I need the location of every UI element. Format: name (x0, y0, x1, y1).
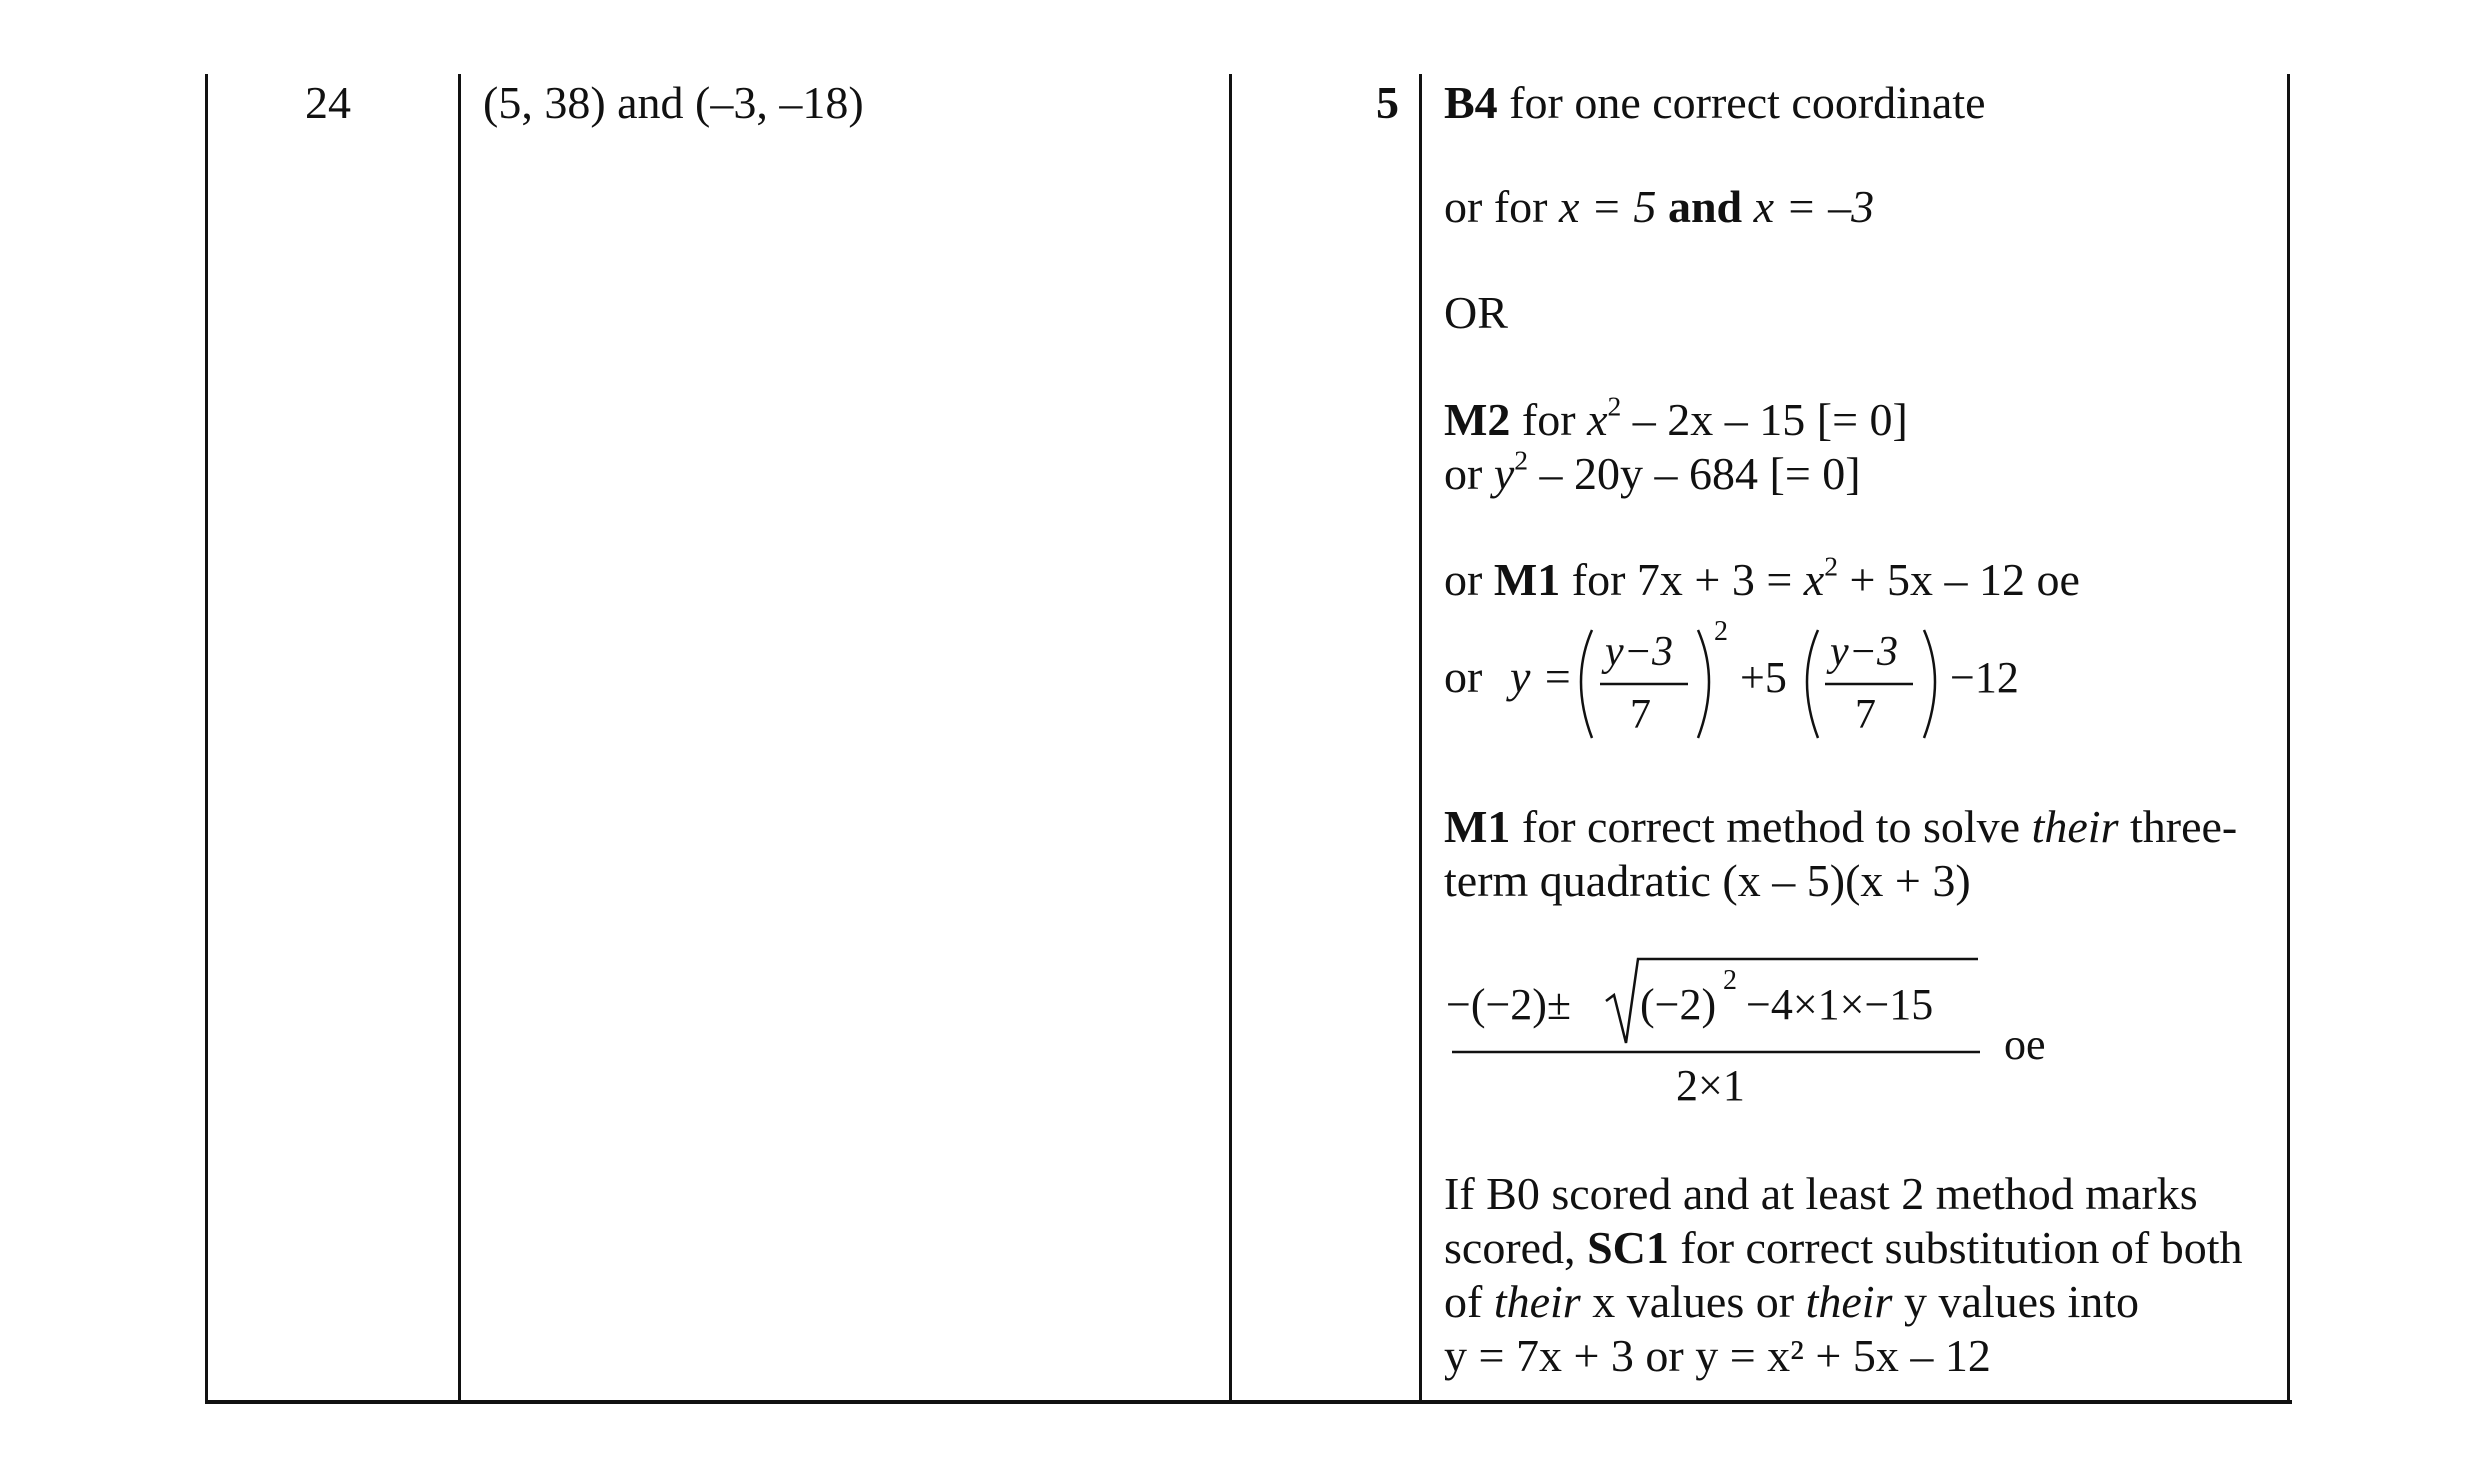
guidance-m1-method-line2: term quadratic (x – 5)(x + 3) (1444, 855, 1971, 906)
guidance-sc-line4: y = 7x + 3 or y = x² + 5x – 12 (1444, 1330, 1991, 1381)
guidance-m1-equation-line: or M1 for $7x + 3 = x^2 + 5x - 12$ oe (1444, 550, 2080, 605)
mark-code-sc1: SC1 (1587, 1222, 1669, 1273)
quadratic-formula (1440, 955, 2080, 1115)
svg-text:−4×1×−15: −4×1×−15 (1746, 980, 1934, 1029)
column-divider-mark (1419, 74, 1422, 1404)
svg-text:y =: y = (1510, 651, 1573, 702)
question-number: 24 (305, 77, 351, 128)
svg-text:2×1: 2×1 (1676, 1061, 1745, 1110)
answer-cell: (5, 38) and (–3, –18) (483, 77, 864, 128)
substitution-formula (1440, 610, 2060, 750)
guidance-sc-line1: If B0 scored and at least 2 method marks (1444, 1168, 2198, 1219)
guidance-b4-line: B4 for one correct coordinate (1444, 77, 1986, 128)
guidance-m1-method-line1: M1 for correct method to solve their three- (1444, 801, 2238, 852)
guidance-sc-line3: of their x values or their y values into (1444, 1276, 2140, 1327)
mark-code-m1: M1 (1493, 554, 1561, 605)
guidance-m2-line2: or $y^2 - 20y - 684$ [= 0] (1444, 444, 1861, 499)
mark-code-m2: M2 (1444, 394, 1511, 445)
column-divider-answer (1229, 74, 1232, 1404)
svg-text:−12: −12 (1950, 653, 2019, 702)
svg-text:y−3: y−3 (1605, 629, 1673, 675)
guidance-x-values-line: or for x = 5 and x = –3 (1444, 181, 1875, 232)
mark-code-m1-method: M1 (1444, 801, 1511, 852)
mark-code-b4: B4 (1444, 77, 1498, 128)
svg-text:−(−2)±: −(−2)± (1446, 980, 1572, 1029)
svg-text:or: or (1444, 651, 1483, 702)
svg-text:oe: oe (2004, 1020, 2046, 1069)
column-divider-question (458, 74, 461, 1404)
table-bottom-border (205, 1400, 2292, 1404)
svg-text:(−2): (−2) (1640, 980, 1717, 1029)
svg-text:y−3: y−3 (1830, 629, 1898, 675)
svg-text:2: 2 (1714, 616, 1728, 647)
guidance-sc-line2: scored, SC1 for correct substitution of both (1444, 1222, 2243, 1273)
guidance-or-heading: OR (1444, 287, 1508, 338)
svg-text:+5: +5 (1740, 653, 1787, 702)
table-border-left (205, 74, 208, 1404)
svg-text:2: 2 (1723, 965, 1737, 996)
mark-cell: 5 (1376, 77, 1399, 128)
svg-text:7: 7 (1630, 692, 1651, 738)
table-border-right (2287, 74, 2290, 1404)
svg-text:7: 7 (1855, 692, 1876, 738)
guidance-m2-line1: M2 for $x^2 - 2x - 15$ [= 0] (1444, 390, 1908, 445)
